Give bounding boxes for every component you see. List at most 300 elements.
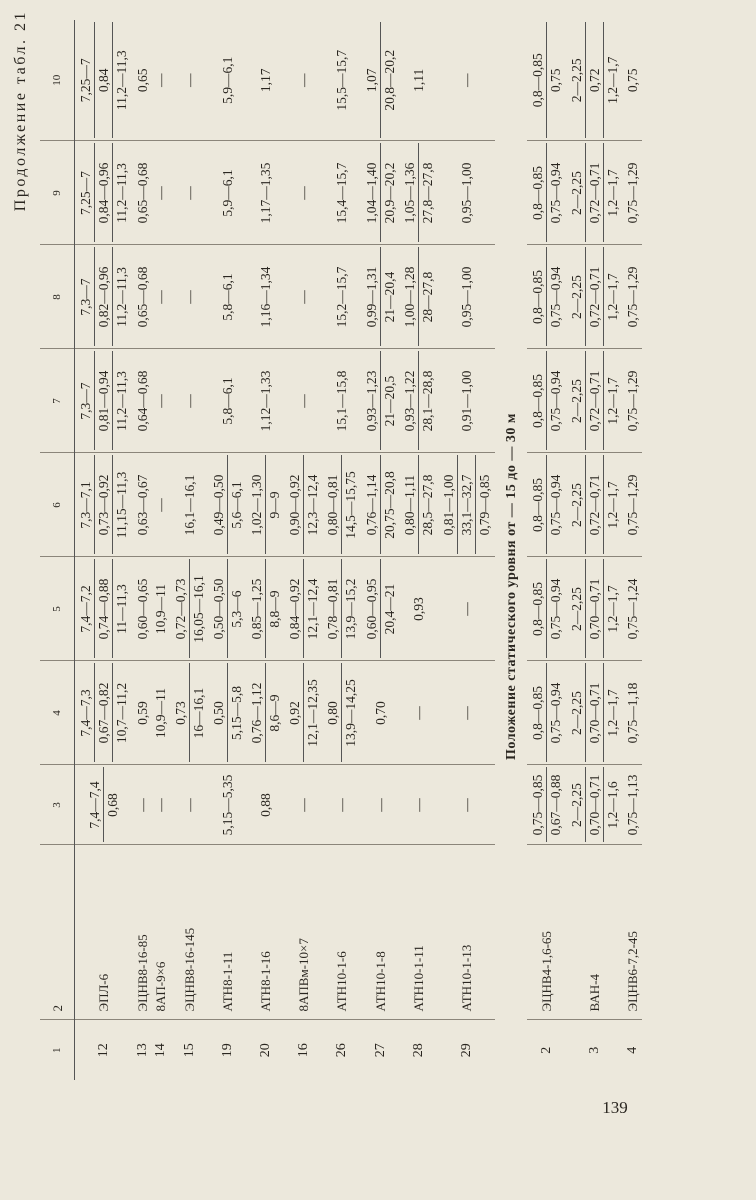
cell-value: 0,93—1,23 xyxy=(363,352,381,451)
value-cell xyxy=(527,349,565,453)
value-cell xyxy=(565,20,623,141)
cell-value: 28,1—28,8 xyxy=(419,370,435,432)
column-header: 4 xyxy=(40,661,75,765)
cell-value: 0,93—1,22 xyxy=(401,352,419,451)
value-cell xyxy=(151,245,170,349)
cell-value: 0,72—0,71 xyxy=(586,248,604,347)
cell-value: 12,1—12,4 xyxy=(305,578,321,640)
table-row xyxy=(133,20,152,1080)
value-cell xyxy=(133,141,152,245)
cell-value: 12,3—12,4 xyxy=(305,474,321,536)
cell-value: 1,2—1,7 xyxy=(604,273,620,321)
value-cell xyxy=(323,349,361,453)
cell-value: 0,88 xyxy=(258,793,273,817)
row-number: 3 xyxy=(586,1046,602,1054)
cell-value: 20,75—20,8 xyxy=(381,471,397,539)
cell-value: 15,1—15,8 xyxy=(334,370,350,432)
cell-value: 0,8—0,85 xyxy=(529,352,547,451)
value-cell xyxy=(208,557,246,661)
table-row xyxy=(285,20,323,1080)
value-cell xyxy=(623,661,642,765)
cell-value: 0,60—0,65 xyxy=(134,578,150,640)
table-row xyxy=(208,20,246,1080)
cell-value: 0,72—0,73 xyxy=(172,560,190,659)
value-cell xyxy=(75,245,133,349)
pump-model: ЭЦНВ8-16-145 xyxy=(170,845,208,1020)
value-cell xyxy=(565,349,623,453)
value-cell xyxy=(527,20,565,141)
value-cell xyxy=(361,557,399,661)
cell-value: 0,8—0,85 xyxy=(529,248,547,347)
cell-value: — xyxy=(181,186,197,200)
value-cell xyxy=(208,245,246,349)
cell-value: 0,64—0,68 xyxy=(134,370,150,432)
cell-value: 0,8—0,85 xyxy=(529,664,547,763)
value-cell xyxy=(285,661,323,765)
value-cell xyxy=(133,453,152,557)
cell-value: 0,73—0,92 xyxy=(95,456,113,555)
table-row xyxy=(246,20,284,1080)
value-cell xyxy=(323,765,361,845)
cell-value: 7,25—7 xyxy=(77,22,95,139)
cell-value: — xyxy=(458,706,474,720)
value-cell xyxy=(75,661,133,765)
value-cell xyxy=(285,141,323,245)
cell-value: — xyxy=(458,73,474,87)
cell-value: 15,5—15,7 xyxy=(334,49,350,111)
value-cell xyxy=(170,453,208,557)
cell-value: 0,75 xyxy=(547,68,563,93)
cell-value: — xyxy=(181,394,197,408)
value-cell xyxy=(246,661,284,765)
value-cell xyxy=(399,453,437,557)
pump-model: АТН8-1-11 xyxy=(208,845,246,1020)
value-cell xyxy=(133,765,152,845)
cell-value: 15,4—15,7 xyxy=(334,162,350,224)
value-cell xyxy=(246,765,284,845)
cell-value: — xyxy=(296,290,312,304)
value-cell xyxy=(75,349,133,453)
row-number: 28 xyxy=(410,1043,426,1058)
value-cell xyxy=(399,765,437,845)
value-cell xyxy=(208,349,246,453)
value-cell xyxy=(75,453,133,557)
cell-value: 0,76—1,12 xyxy=(248,664,266,763)
cell-value: 0,95—1,00 xyxy=(458,266,474,328)
value-cell xyxy=(527,765,565,845)
cell-value: 13,9—15,2 xyxy=(343,578,359,640)
cell-value: 0,50 xyxy=(210,664,228,763)
pump-model: ЭЦНВ8-16-85 xyxy=(133,845,152,1020)
cell-value: 0,72—0,71 xyxy=(586,456,604,555)
cell-value: — xyxy=(458,798,474,812)
row-number: 15 xyxy=(181,1043,197,1058)
pump-model: АТН10-1-6 xyxy=(323,845,361,1020)
table-caption: Продолжение табл. 21 xyxy=(12,10,29,212)
column-header: 1 xyxy=(40,1020,75,1080)
cell-value: — xyxy=(181,73,197,87)
table-row xyxy=(565,20,623,1080)
value-cell xyxy=(361,765,399,845)
cell-value: 0,75—1,24 xyxy=(625,578,641,640)
cell-value: 0,81—0,94 xyxy=(95,352,113,451)
cell-value: 0,75—0,85 xyxy=(529,768,547,843)
value-cell xyxy=(285,765,323,845)
table-header xyxy=(40,20,75,1080)
cell-value: — xyxy=(296,394,312,408)
value-cell xyxy=(246,349,284,453)
row-number: 4 xyxy=(625,1046,641,1054)
value-cell xyxy=(623,557,642,661)
column-header: 6 xyxy=(40,453,75,557)
cell-value: 1,2—1,7 xyxy=(604,585,620,633)
cell-value: 0,65 xyxy=(134,68,150,93)
column-header: 9 xyxy=(40,141,75,245)
cell-value: 0,75—1,29 xyxy=(625,474,641,536)
header-row xyxy=(40,20,75,1080)
value-cell xyxy=(527,141,565,245)
cell-value: 7,3—7 xyxy=(77,248,95,347)
pump-model: АТН8-1-16 xyxy=(246,845,284,1020)
value-cell xyxy=(151,349,170,453)
cell-value: 0,75 xyxy=(625,68,641,93)
cell-value: 0,72—0,71 xyxy=(586,144,604,243)
cell-value: — xyxy=(134,798,150,812)
section-heading-row xyxy=(495,20,527,1080)
cell-value: 0,70—0,71 xyxy=(586,560,604,659)
cell-value: 11,2—11,3 xyxy=(114,163,130,223)
value-cell xyxy=(437,765,495,845)
value-cell xyxy=(133,349,152,453)
cell-value: 11,2—11,3 xyxy=(114,50,130,111)
cell-value: 2—2,25 xyxy=(568,22,586,139)
value-cell xyxy=(170,661,208,765)
cell-value: 15,2—15,7 xyxy=(334,266,350,328)
cell-value: 7,4—7,3 xyxy=(77,664,95,763)
value-cell xyxy=(399,349,437,453)
value-cell xyxy=(437,20,495,141)
cell-value: — xyxy=(372,798,388,812)
cell-value: — xyxy=(458,602,474,616)
pump-model: ЭПЛ-6 xyxy=(75,845,133,1020)
value-cell xyxy=(399,141,437,245)
cell-value: 10,9—11 xyxy=(153,687,169,739)
value-cell xyxy=(151,557,170,661)
cell-value: 20,9—20,2 xyxy=(381,162,397,224)
value-cell xyxy=(323,245,361,349)
value-cell xyxy=(208,141,246,245)
pump-model: АТН10-1-13 xyxy=(437,845,495,1020)
cell-value: 2—2,25 xyxy=(568,768,586,843)
cell-value: 28—27,8 xyxy=(419,271,435,323)
value-cell xyxy=(170,245,208,349)
pump-model: ЭЦНВ4-1,6-65 xyxy=(527,845,565,1020)
value-cell xyxy=(565,453,623,557)
column-header: 8 xyxy=(40,245,75,349)
cell-value: 0,93 xyxy=(410,597,426,621)
row-number: 2 xyxy=(538,1046,554,1054)
value-cell xyxy=(208,765,246,845)
cell-value: 0,67—0,82 xyxy=(95,664,113,763)
cell-value: 10,9—11 xyxy=(153,583,169,635)
value-cell xyxy=(623,20,642,141)
cell-value: 28,5—27,8 xyxy=(419,474,435,536)
cell-value: — xyxy=(153,73,169,87)
cell-value: 16,1—16,1 xyxy=(181,474,197,536)
value-cell xyxy=(133,20,152,141)
value-cell xyxy=(361,20,399,141)
value-cell xyxy=(75,141,133,245)
value-cell xyxy=(437,245,495,349)
value-cell xyxy=(133,661,152,765)
row-number: 20 xyxy=(258,1043,273,1058)
cell-value: 0,95—1,00 xyxy=(458,162,474,224)
column-header: 3 xyxy=(40,765,75,845)
cell-value: 1,2—1,7 xyxy=(604,169,620,217)
cell-value: 13,9—14,25 xyxy=(343,679,359,747)
value-cell xyxy=(437,453,495,557)
cell-value: 8,8—9 xyxy=(267,590,282,628)
column-header: 5 xyxy=(40,557,75,661)
cell-value: 1,12—1,33 xyxy=(258,370,273,432)
cell-value: 0,60—0,95 xyxy=(363,560,381,659)
cell-value: 0,75—0,94 xyxy=(547,162,563,224)
value-cell xyxy=(246,245,284,349)
value-cell xyxy=(361,453,399,557)
value-cell xyxy=(437,141,495,245)
cell-value: 0,79—0,85 xyxy=(476,474,492,536)
cell-value: 0,73 xyxy=(172,664,190,763)
cell-value: 0,75—1,29 xyxy=(625,162,641,224)
value-cell xyxy=(623,141,642,245)
table-row xyxy=(361,20,399,1080)
cell-value: 1,05—1,36 xyxy=(401,144,419,243)
cell-value: 11,15—11,3 xyxy=(114,471,130,539)
value-cell xyxy=(623,245,642,349)
row-number: 16 xyxy=(296,1043,312,1058)
cell-value: 9—9 xyxy=(267,491,282,519)
value-cell xyxy=(151,453,170,557)
value-cell xyxy=(623,349,642,453)
cell-value: 0,85—1,25 xyxy=(248,560,266,659)
value-cell xyxy=(133,557,152,661)
page-number: 139 xyxy=(602,1098,628,1117)
cell-value: 0,75—0,94 xyxy=(547,682,563,744)
pump-model: ЭЦНВ6-7,2-45 xyxy=(623,845,642,1020)
cell-value: 11,2—11,3 xyxy=(114,371,130,431)
cell-value: 1,04—1,40 xyxy=(363,144,381,243)
cell-value: 1,2—1,6 xyxy=(604,781,620,829)
value-cell xyxy=(565,765,623,845)
value-cell xyxy=(285,453,323,557)
value-cell xyxy=(623,453,642,557)
cell-value: 20,8—20,2 xyxy=(381,49,397,111)
table-row xyxy=(399,20,437,1080)
value-cell xyxy=(323,557,361,661)
cell-value: 8,6—9 xyxy=(267,694,282,732)
cell-value: 0,84—0,92 xyxy=(286,560,304,659)
pump-model: 8АПВм-10×7 xyxy=(285,845,323,1020)
cell-value: 1,17—1,35 xyxy=(258,162,273,224)
cell-value: 1,00—1,28 xyxy=(401,248,419,347)
value-cell xyxy=(170,20,208,141)
value-cell xyxy=(151,765,170,845)
cell-value: — xyxy=(410,798,426,812)
cell-value: 0,68 xyxy=(105,793,121,817)
cell-value: 0,90—0,92 xyxy=(286,456,304,555)
cell-value: 0,63—0,67 xyxy=(134,474,150,536)
data-table xyxy=(40,20,642,1080)
value-cell xyxy=(208,20,246,141)
value-cell xyxy=(75,557,133,661)
column-header: 10 xyxy=(40,20,75,141)
table-body xyxy=(75,20,643,1080)
value-cell xyxy=(151,141,170,245)
cell-value: 5,15—5,35 xyxy=(219,774,235,836)
value-cell xyxy=(170,349,208,453)
cell-value: 0,75—1,29 xyxy=(625,266,641,328)
cell-value: 0,70 xyxy=(372,701,388,725)
cell-value: 7,25—7 xyxy=(77,144,95,243)
cell-value: 1,11 xyxy=(410,68,426,92)
value-cell xyxy=(170,141,208,245)
cell-value: 1,2—1,7 xyxy=(604,689,620,737)
row-number: 27 xyxy=(372,1043,388,1058)
value-cell xyxy=(565,557,623,661)
cell-value: 0,75—1,18 xyxy=(625,682,641,744)
value-cell xyxy=(565,141,623,245)
row-number: 29 xyxy=(458,1043,474,1058)
value-cell xyxy=(323,141,361,245)
cell-value: 1,07 xyxy=(363,22,381,139)
cell-value: 0,67—0,88 xyxy=(547,774,563,836)
cell-value: 5,6—6,1 xyxy=(228,481,244,529)
cell-value: 1,2—1,7 xyxy=(604,56,620,104)
cell-value: 5,3—6 xyxy=(228,590,244,628)
table-row xyxy=(437,20,495,1080)
cell-value: 0,8—0,85 xyxy=(529,560,547,659)
cell-value: 0,75—0,94 xyxy=(547,370,563,432)
cell-value: 10,7—11,2 xyxy=(114,682,130,744)
cell-value: 16—16,1 xyxy=(190,687,206,739)
cell-value: — xyxy=(153,290,169,304)
cell-value: 1,2—1,7 xyxy=(604,481,620,529)
cell-value: 7,3—7,1 xyxy=(77,456,95,555)
cell-value: 0,78—0,81 xyxy=(324,560,342,659)
cell-value: 0,75—1,13 xyxy=(625,774,641,836)
value-cell xyxy=(361,141,399,245)
value-cell xyxy=(151,661,170,765)
table-row xyxy=(623,20,642,1080)
cell-value: 14,5—15,75 xyxy=(343,471,359,539)
cell-value: 0,80—1,11 xyxy=(401,456,419,555)
cell-value: 0,75—1,29 xyxy=(625,370,641,432)
value-cell xyxy=(208,453,246,557)
cell-value: 0,91—1,00 xyxy=(458,370,474,432)
cell-value: 1,16—1,34 xyxy=(258,266,273,328)
value-cell xyxy=(246,453,284,557)
cell-value: 2—2,25 xyxy=(568,248,586,347)
pump-model: 8АП-9×6 xyxy=(151,845,170,1020)
cell-value: 0,75—0,94 xyxy=(547,266,563,328)
cell-value: 20,4—21 xyxy=(381,583,397,635)
row-number: 26 xyxy=(334,1043,350,1058)
cell-value: — xyxy=(153,798,169,812)
cell-value: 0,8—0,85 xyxy=(529,22,547,139)
cell-value: 1,17 xyxy=(258,68,273,93)
cell-value: — xyxy=(296,186,312,200)
cell-value: 5,9—6,1 xyxy=(219,56,235,104)
value-cell xyxy=(323,20,361,141)
cell-value: 5,15—5,8 xyxy=(228,686,244,740)
cell-value: 1,2—1,7 xyxy=(604,377,620,425)
column-header: 7 xyxy=(40,349,75,453)
cell-value: 21—20,5 xyxy=(381,375,397,427)
cell-value: 33,1—32,7 xyxy=(458,456,476,555)
cell-value: 16,05—16,1 xyxy=(190,575,206,643)
cell-value: 0,70—0,71 xyxy=(586,768,604,843)
value-cell xyxy=(151,20,170,141)
pump-model: АТН10-1-8 xyxy=(361,845,399,1020)
value-cell xyxy=(527,453,565,557)
table-row xyxy=(170,20,208,1080)
value-cell xyxy=(246,141,284,245)
value-cell xyxy=(285,349,323,453)
value-cell xyxy=(285,557,323,661)
value-cell xyxy=(437,349,495,453)
row-number: 12 xyxy=(96,1043,112,1058)
cell-value: 0,74—0,88 xyxy=(95,560,113,659)
value-cell xyxy=(527,557,565,661)
cell-value: 0,82—0,96 xyxy=(95,248,113,347)
cell-value: 2—2,25 xyxy=(568,456,586,555)
cell-value: 0,59 xyxy=(134,701,150,725)
cell-value: 5,9—6,1 xyxy=(219,169,235,217)
table-row xyxy=(527,20,565,1080)
cell-value: 21—20,4 xyxy=(381,271,397,323)
cell-value: 0,76—1,14 xyxy=(363,456,381,555)
cell-value: 7,4—7,4 xyxy=(86,768,104,843)
cell-value: — xyxy=(153,498,169,512)
value-cell xyxy=(437,557,495,661)
cell-value: 0,84 xyxy=(95,22,113,139)
cell-value: 0,50—0,50 xyxy=(210,560,228,659)
value-cell xyxy=(399,20,437,141)
value-cell xyxy=(527,245,565,349)
cell-value: 27,8—27,8 xyxy=(419,162,435,224)
row-number: 13 xyxy=(134,1043,150,1058)
column-header: 2 xyxy=(40,845,75,1020)
value-cell xyxy=(399,557,437,661)
value-cell xyxy=(323,453,361,557)
cell-value: — xyxy=(181,798,197,812)
pump-model: АТН10-1-11 xyxy=(399,845,437,1020)
cell-value: 11—11,3 xyxy=(114,584,130,634)
value-cell xyxy=(361,245,399,349)
value-cell xyxy=(75,765,133,845)
value-cell xyxy=(527,661,565,765)
value-cell xyxy=(285,20,323,141)
pump-model: ВАН-4 xyxy=(565,845,623,1020)
cell-value: — xyxy=(296,73,312,87)
cell-value: 7,4—7,2 xyxy=(77,560,95,659)
value-cell xyxy=(133,245,152,349)
table-row xyxy=(151,20,170,1080)
value-cell xyxy=(399,661,437,765)
cell-value: 5,8—6,1 xyxy=(219,377,235,425)
value-cell xyxy=(437,661,495,765)
cell-value: — xyxy=(334,798,350,812)
